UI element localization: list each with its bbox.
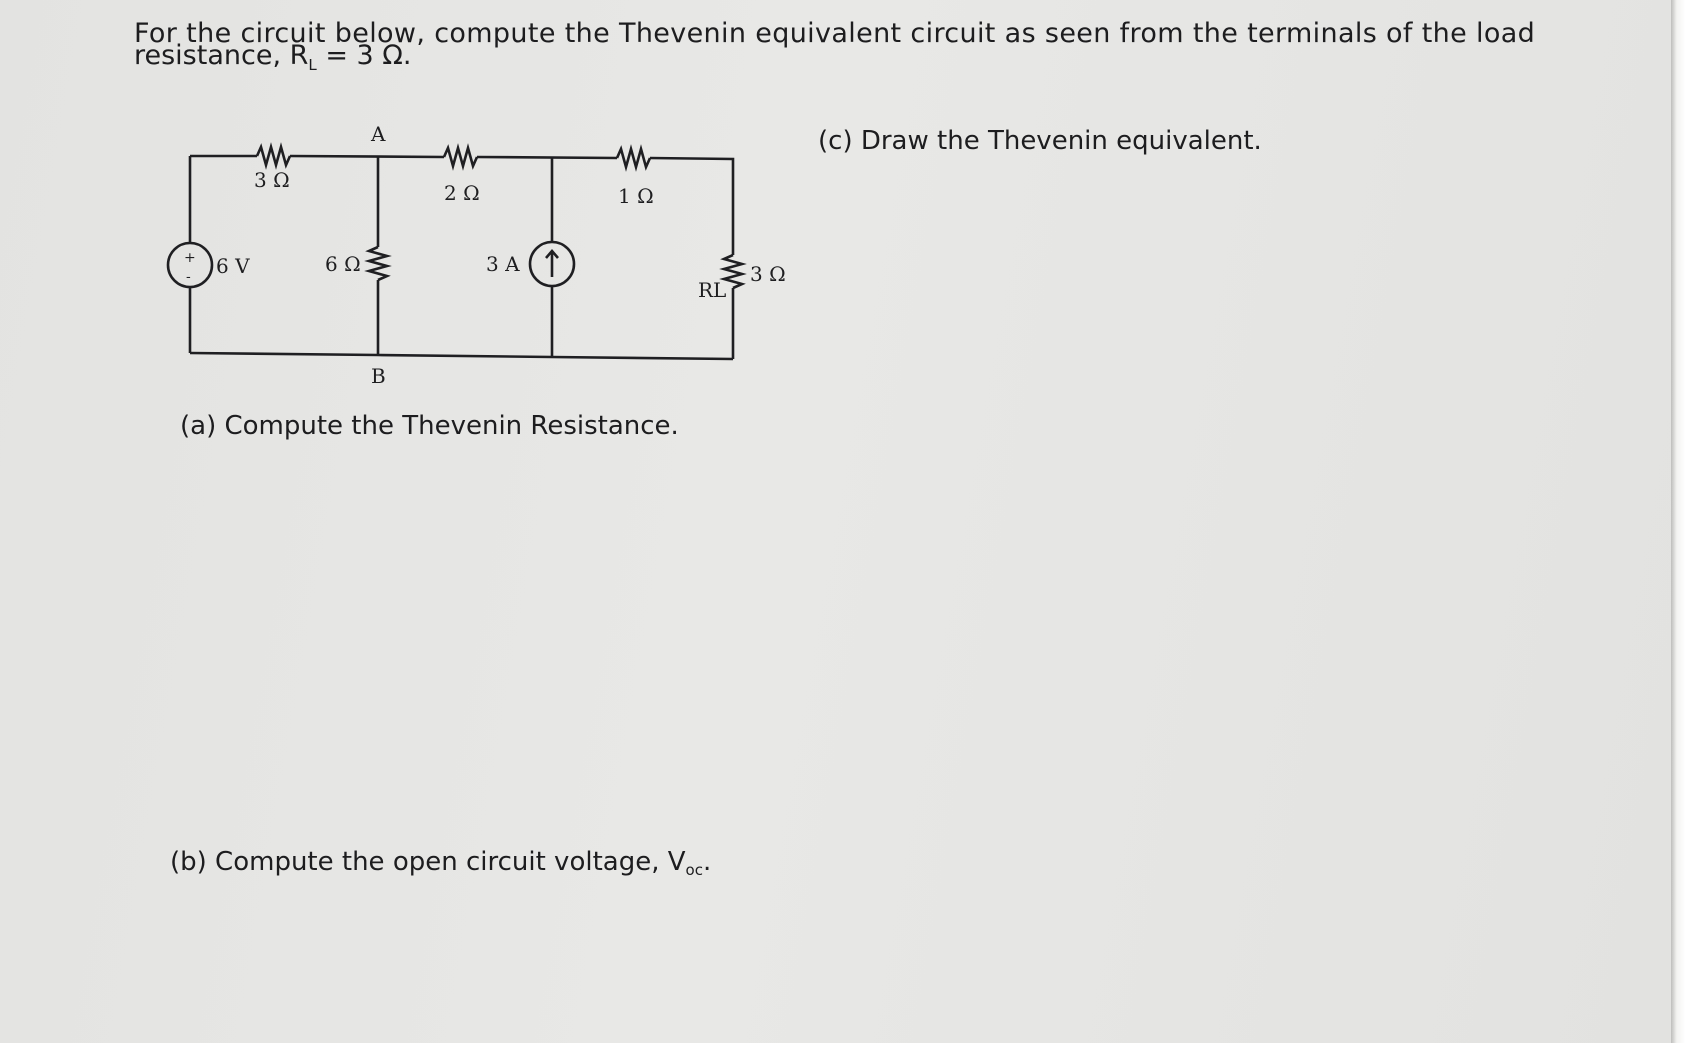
node-b-label: B [371,364,386,388]
rl-name-label: RL [698,278,727,302]
resistor-3ohm-label: 3 Ω [254,168,290,192]
circuit-diagram [150,125,800,405]
question-b-end: . [702,847,712,877]
rl-subscript: L [308,56,317,74]
wire-top-right [650,158,733,255]
resistor-6ohm [369,247,387,280]
voltage-source-plus: + [184,250,196,266]
rl-value-text: = 3 Ω. [316,40,412,71]
voc-subscript: oc [685,861,703,879]
resistor-2ohm [444,148,477,166]
problem-statement-line-1: For the circuit below, compute the Thevenin equivalent circuit as seen from the terminals of the load [134,18,1536,49]
wire-top-mid [477,157,617,158]
node-a-label: A [371,125,386,146]
current-arrow-icon [546,251,558,277]
wire-bottom [190,353,733,359]
question-b-text: (b) Compute the open circuit voltage, V [170,847,686,877]
question-b [170,849,711,878]
wire-top-a [290,156,444,157]
question-a: (a) Compute the Thevenin Resistance. [180,411,679,441]
problem-statement-line-2 [134,42,412,73]
rl-value-label: 3 Ω [750,262,786,286]
resistor-6ohm-label: 6 Ω [325,252,361,276]
resistor-1ohm [617,149,650,167]
page-edge [1671,0,1685,1043]
voltage-source-minus: - [186,269,191,285]
resistor-3ohm [257,147,290,165]
current-source-label: 3 A [486,252,520,276]
resistor-rl [724,255,742,288]
resistor-2ohm-label: 2 Ω [444,181,480,205]
voltage-source-label: 6 V [216,254,250,278]
question-c: (c) Draw the Thevenin equivalent. [818,126,1262,156]
problem-statement-prefix: resistance, R [134,40,309,71]
resistor-1ohm-label: 1 Ω [618,184,654,208]
